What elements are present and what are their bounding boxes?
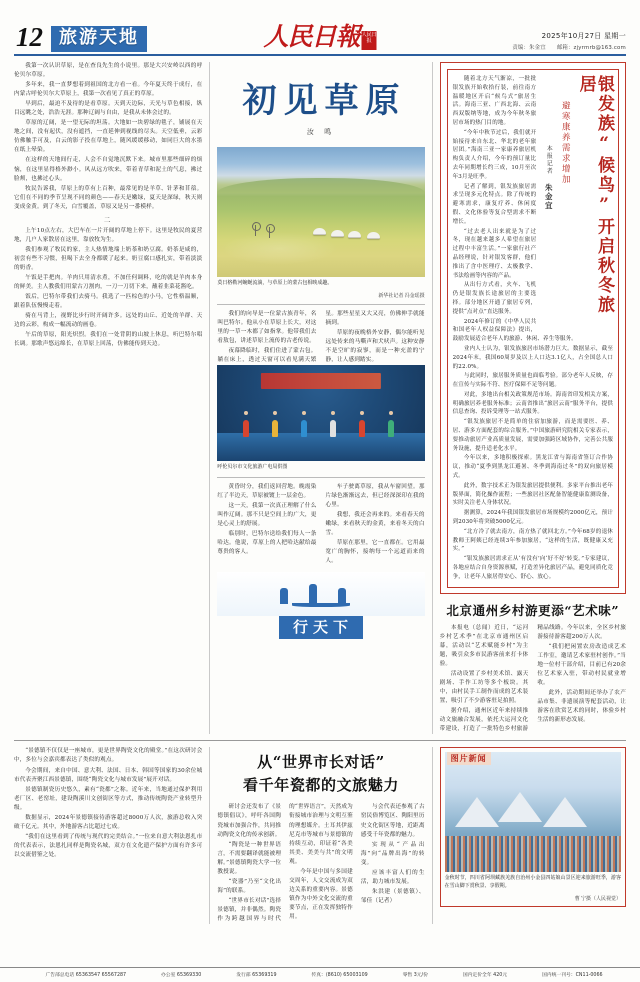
tongzhou-article-title: 北京通州乡村游更添“艺术味” xyxy=(446,602,620,618)
paragraph: 我第一次认识草原，是在查良先生的小说里。那是大兴安岭以西的呼伦贝尔草原。 xyxy=(14,63,203,79)
logo-seal-icon: 人民日报 xyxy=(362,31,377,50)
lead-article-text-mid2 xyxy=(217,483,424,566)
paragraph: 景德镇制瓷历史悠久，素有“瓷都”之称。近年来，当地通过保护利用老厂区、老窑址，建设陶溪川文创街区等方式，推动传统陶瓷产业转型升级。 xyxy=(14,786,203,811)
xingtianxia-illustration xyxy=(217,572,424,616)
ceramic-col-left xyxy=(14,747,209,924)
paragraph: 黄昏时分，我们返回营地。晚霞染红了半边天，草原被镀上一层金色。 xyxy=(217,483,317,499)
silver-article-subtitle: 避寒康养需求增加 xyxy=(560,101,571,185)
windmill-shape xyxy=(269,227,270,238)
editor-email: 邮箱：zjyrmrb@163.com xyxy=(556,45,626,51)
photo-grassland xyxy=(217,147,424,277)
windmill-shape xyxy=(255,225,256,236)
hill-shape xyxy=(217,178,424,194)
section-badge: 旅游天地 xyxy=(51,26,147,52)
paragraph: 今年是中国与多国建交周年，人文交流成为双边关系的重要内容。景德镇作为中外文化交流的重要节点，正在发挥独特作用。 xyxy=(289,868,353,920)
silver-article-heading-group xyxy=(543,75,613,325)
paragraph: 在这样的天地间行走，人会不自觉地沉默下来。城市里那些细碎的烦恼，在这里显得格外渺小。风从远方吹来，带着青草和泥土的气息，拂过脸颊，也拂过心头。 xyxy=(14,157,203,182)
paragraph: “今年中秋节过后，我们就开始接待来自东北、华北的老年旅居团。”海南三亚一家康养旅居机构负责人介绍，今年的预订量比去年同期增长约三成，10月至次年3月是旺季。 xyxy=(452,129,537,180)
paragraph: “世界市长对话”选择景德镇，并非偶然。陶瓷作为跨越国界与时代的“世界语言”，天然成为衔接城市治理与文明互鉴的理想媒介。土耳其伊兹尼克市等城市与景德镇的持续互动，印证着“各美其美、美美与共”的文明观。 xyxy=(217,804,353,922)
paragraph: 车子驶离草原，我从车窗回望。那片绿色渐渐远去，但已经深深印在我的心里。 xyxy=(325,483,425,508)
paragraph: 与此同时，旅居服务质量也面临考验。部分老年人反映，存在宣传与实际不符、医疗保障不足等问题。 xyxy=(452,373,613,389)
paragraph: “我们把闲置农房改造成艺术工作室，邀请艺术家驻村创作。”当地一位村干部介绍，目前已有20余位艺术家入驻，带动村民就业增收。 xyxy=(537,643,626,687)
masthead-left xyxy=(14,24,147,52)
footer-item: 国内定价全年 420元 xyxy=(462,973,508,978)
ceramic-col-mid xyxy=(210,747,431,924)
ceramic-title-line2: 看千年瓷都的文旅魅力 xyxy=(242,775,399,794)
xingtianxia-block xyxy=(217,572,424,639)
lead-article-text-left xyxy=(14,62,202,212)
footer-item: 发行部 65369319 xyxy=(236,973,277,978)
stage-floor xyxy=(217,433,424,462)
publication-date: 2025年10月27日 星期一 xyxy=(541,32,626,40)
lead-article-text-left2 xyxy=(14,227,202,350)
paragraph: 与会代表还参观了古窑民俗博览区、陶阳里历史文化街区等地，近距离感受千年瓷都的魅力。 xyxy=(360,804,425,838)
paragraph: 此外，数字技术正为银发旅居提供便利。多家平台推出老年版界面，简化操作流程；一些旅居社区配备智能健康监测设备，实时关注老人身体状况。 xyxy=(452,482,613,507)
photo-news-col xyxy=(433,747,626,924)
silver-article-byline xyxy=(543,145,554,211)
photo-dance-performance xyxy=(217,365,424,461)
paragraph: “北方冷了就去南方，南方热了就回北方。”今年68岁的退休教师王阿姨已经连续3年参加旅居，“这样的生活，既健康又充实。” xyxy=(452,528,613,553)
divider xyxy=(217,477,424,478)
footer-item: 办公室 65369330 xyxy=(160,973,202,978)
yurt-shape xyxy=(367,232,380,239)
footer-item: 广告部总电话 65363547 65567287 xyxy=(45,973,127,978)
lead-article-text-mid xyxy=(217,310,424,366)
paragraph: 草原的辽阔，是一望无际的坦荡。大地如一块碧绿的毯子，铺展在天地之间，没有起伏，没有遮挡，一直延伸到视线的尽头。天空低垂，云彩仿佛触手可及，白云的影子投在草地上，随风缓缓移动，如同巨大的水墨在纸上晕染。 xyxy=(14,120,203,154)
paragraph: 午饭是手把肉。羊肉只用清水煮，不加任何调料，吃的就是羊肉本身的鲜美。主人教我们用蒙古刀割肉，一刀一刀切下来，蘸着韭菜花酱吃。 xyxy=(14,274,203,291)
yurt-shape xyxy=(348,231,361,238)
editor-name: 责编：朱金宜 xyxy=(512,45,546,51)
ceramic-text-left xyxy=(14,747,202,860)
paragraph: 夜幕降临时，我们住进了蒙古包。躺在床上，透过天窗可以看见满天繁星。那些星星又大又亮，仿佛伸手就能摘到。 xyxy=(217,310,425,363)
ceramic-article-title xyxy=(217,751,424,796)
paragraph: 我们参观了牧民的家，主人热情地端上奶茶和奶豆腐。奶茶是咸的，初尝有些不习惯，但喝下去全身都暖了起来。奶豆腐口感扎实，带着淡淡的奶香。 xyxy=(14,246,203,271)
photo-grassland-caption: 莫日格勒河蜿蜒流淌，与草原上的蒙古包相映成趣。 xyxy=(217,279,333,286)
paragraph: 应该丰富人们的生活，助力城市发展。 xyxy=(360,869,425,885)
bottom-section xyxy=(14,740,626,924)
paragraph: 牧民告诉我，草原上的草有上百种，最常见的是羊草、针茅和苜蓿。它们在不同的季节呈现不同的颜色——春天是嫩绿，夏天是深绿，秋天则变成金黄。到了冬天，白雪覆盖，草原又是另一番模样。 xyxy=(14,185,203,210)
paragraph: 朱洪建（景德镇）、邹佳（记者） xyxy=(360,888,425,904)
column-right xyxy=(433,62,626,734)
silver-article-title: 银发族“候鸟”开启秋冬旅居 xyxy=(575,75,614,315)
paragraph: 临别时，巴特尔送给我们每人一条哈达。他说，草原上的人把哈达献给最尊贵的客人。 xyxy=(217,530,317,555)
footer-item: 传真：(8610) 65003109 xyxy=(311,973,368,978)
paragraph: 此外，活动期间还举办了农产品市集、非遗展演等配套活动，让游客在欣赏艺术的同时，体验乡村生活的新形态发展。 xyxy=(537,690,626,724)
paragraph: 我想，我还会再来的。来看春天的嫩绿，来看秋天的金黄，来看冬天的白雪。 xyxy=(325,511,425,536)
footer-item: 零售 3元/份 xyxy=(402,973,428,978)
paragraph: 午后的草原，阳光炽烈。我们在一处背阴的山坡上休息，听巴特尔唱长调。那歌声悠远绵长，在草原上回荡，仿佛能传到天边。 xyxy=(14,332,203,348)
section-mark-two: 二 xyxy=(103,216,113,224)
paragraph: 早到后，最迫不及待的是看草原。天到天边际，天光与草色相接，纵目远眺之处，浩浩无涯。那种辽阔与自由，是我从未体会过的。 xyxy=(14,101,203,117)
photo-dance-caption: 呼伦贝尔市文化旅游广电局供图 xyxy=(217,464,288,471)
yurt-shape xyxy=(331,230,344,237)
yurt-shape xyxy=(313,228,326,235)
page-number: 12 xyxy=(16,22,43,52)
paragraph: “陶瓷是一种世界语言，不需要翻译就能被理解。”景德镇陶瓷大学一位教授说。 xyxy=(217,841,282,875)
paragraph: 记者了解到，银发族旅居需求呈现多元化特点。除了传统的避寒需求，康复疗养、休闲度假、文化体验等复合型需求不断增长。 xyxy=(452,183,537,225)
silver-article-inner xyxy=(447,69,619,588)
photo-news-box xyxy=(440,747,626,907)
page-footer xyxy=(0,967,640,978)
photo-grassland-credit: 新华社记者 冯金瑶摄 xyxy=(378,294,425,299)
byline-name: 朱金宜 xyxy=(544,183,554,211)
column-left xyxy=(14,62,209,734)
logo-wordmark: 人民日報 xyxy=(263,24,360,51)
column-middle xyxy=(210,62,431,734)
page-content xyxy=(14,62,626,734)
paragraph: 本报电（总闻）近日，“运河乡村艺术季”在北京市通州区启幕，活动以“艺术赋能乡村”为主题，吸引众多市民游客前来打卡体验。 xyxy=(439,624,529,668)
divider xyxy=(217,304,424,305)
paragraph: 对此，多地出台相关政策规范市场。海南省印发相关方案，明确旅居养老服务标准；云南省推出“旅居云南”服务平台，提供信息查询、投诉受理等一站式服务。 xyxy=(452,391,613,416)
paragraph: 2024年修订的《中华人民共和国老年人权益保障法》提出，鼓励发展适合老年人的旅游、休闲、养生等服务。 xyxy=(452,318,577,343)
paragraph: 饭后，巴特尔带我们去骑马。我选了一匹棕色的小马，它性格温顺，跟着队伍慢慢走着。 xyxy=(14,294,203,310)
paragraph: 骑在马背上，视野比步行时开阔许多。远处的山丘、近处的羊群、天边的云彩，构成一幅流动的画卷。 xyxy=(14,313,203,329)
paragraph: 今会期间，来自中国、意大利、法国、日本、韩国等国家的30余位城市代表齐聚江西景德镇，围绕“陶瓷文化与城市发展”展开对话。 xyxy=(14,767,203,783)
newspaper-logo xyxy=(263,25,376,50)
photo-news-label: 图片新闻 xyxy=(447,752,491,765)
paragraph: “我们在这里看到了传统与现代的完美结合。”一位来自意大利法恩扎市的代表表示，法恩扎同样是陶瓷名城，双方在文化遗产保护方面有许多可以交流借鉴之处。 xyxy=(14,833,203,858)
masthead xyxy=(14,0,626,56)
paragraph: 随着北方天气渐凉，一批批银发族开始收拾行装，前往南方温暖地区开启“候鸟式”旅居生活。海南三亚、广西北海、云南西双版纳等地，成为今年秋冬旅居市场的热门目的地。 xyxy=(452,76,537,126)
paragraph: 实现从“产品出海”向“品牌出海”的转变。 xyxy=(360,841,425,866)
photo-news-credit: 曹 宁摄（人民视觉） xyxy=(574,897,621,903)
paragraph: 据介绍，通州区近年来持续推动文旅融合发展，依托大运河文化带建设，打造了一批特色乡村旅游精品线路。今年以来，全区乡村旅游接待游客超200万人次。 xyxy=(439,624,626,733)
paragraph: 上午10点左右，大巴车在一片开阔的草地上停下。这里是牧民的夏营地，几户人家散居在这里，靠放牧为生。 xyxy=(14,227,203,243)
paragraph: 业内人士认为，银发族旅居市场潜力巨大。数据显示，截至2024年末，我国60周岁及以上人口达3.1亿人，占全国总人口的22.0%。 xyxy=(452,345,613,370)
paragraph: 草原在那里，它一直都在。它用最宽广的胸怀，接纳每一个远道而来的人。 xyxy=(325,539,425,565)
paragraph: 今年以来，多地积极探索。黑龙江省与海南省签订合作协议，推动“夏季到黑龙江避暑、冬季到海南过冬”的双向旅居模式。 xyxy=(452,455,613,480)
paragraph: “银发族旅居不是简单的住宿加旅游，而是需要医、养、居、游多方面配套的综合服务。”中国旅游研究院相关专家表示，要推动旅居产业高质量发展，需要加强跨区域协作，完善公共服务设施，提升适老化水平。 xyxy=(452,419,613,452)
page-title: 初见草原 xyxy=(242,81,407,121)
ceramic-title-line1: 从“世界市长对话” xyxy=(257,753,385,772)
photo-news-image xyxy=(445,752,621,872)
paragraph: 据测算，2024年我国银发旅居市场规模约2000亿元，预计到2030年将突破5000亿元。 xyxy=(452,510,613,526)
paragraph: 数据显示，2024年景德镇接待游客超过8000万人次，旅游总收入突破千亿元。其中，外地游客占比超过七成。 xyxy=(14,814,203,830)
paragraph: “景德镇不仅仅是一座城市，更是世界陶瓷文化的殿堂。”在这次研讨会中，多位与会嘉宾都表达了类似的观点。 xyxy=(14,748,203,764)
xingtianxia-title: 行天下 xyxy=(279,616,363,639)
masthead-right xyxy=(503,31,626,51)
paragraph: “瓷器”乃至“文化出海”的联系。 xyxy=(217,878,282,894)
byline-label: 本报记者 xyxy=(545,145,553,175)
paragraph: 活动设置了乡村美术馆、露天剧场、手作工坊等多个板块。其中，由村民手工制作而成的艺术装置，吸引了不少游客驻足拍照。 xyxy=(439,671,529,705)
paragraph: 我们的向导是一位蒙古族青年，名叫巴特尔。他从小在草原上长大，对这里的一草一木都了如指掌。他带我们去看敖包，讲述草原上流传的古老传说。 xyxy=(217,310,317,344)
paragraph: 多年来，我一直梦想着到祖国的北方看一看。今年夏天终于成行，在内蒙古呼伦贝尔大草原上，我第一次看见了真正的草原。 xyxy=(14,82,203,98)
lead-byline: 汝 鸣 xyxy=(306,127,336,136)
paragraph: “银发族旅居需求正从‘有没有’向‘好不好’转变。”专家建议，各地应结合自身资源禀赋，打造差异化旅居产品，避免同质化竞争，让老年人旅居得安心、舒心、放心。 xyxy=(452,556,613,580)
ceramic-text-mid xyxy=(217,803,424,924)
paragraph: “过去老人出来就是为了过冬，现在越来越多人希望在旅居过程中丰富生活。”一家旅行社产品经理说，针对银发客群，他们推出了含中医理疗、太极教学、书法绘画等内容的产品。 xyxy=(452,228,537,279)
paragraph: 草原的夜晚格外安静，偶尔能听见远处传来的马嘶声和犬吠声。这种安静不是空旷的寂寥，而是一种充盈的宁静，让人感到踏实。 xyxy=(325,329,425,363)
paragraph: 这一天，我第一次真正理解了什么叫作辽阔。那不只是空间上的广大，更是心灵上的舒展。 xyxy=(217,502,317,527)
footer-item: 国内统一刊号：CN11-0066 xyxy=(542,973,603,978)
tongzhou-article-text xyxy=(440,624,626,735)
photo-news-caption: 金秋时节，四川省阿坝藏族羌族自治州小金县四姑娘山景区迎来旅游旺季，游客在雪山脚下赏秋景、享假期。 xyxy=(444,875,621,889)
paragraph: 研讨会还发布了《景德镇倡议》，呼吁各国陶瓷城市加强合作，共同推动陶瓷文化的传承创新。 xyxy=(217,804,282,838)
masthead-contact xyxy=(503,43,626,51)
paragraph: 从出行方式看，火车、飞机仍是银发族长途旅居的主要选择。部分地区开通了旅居专列，提供“点对点”直达服务。 xyxy=(452,282,537,315)
silver-travel-article xyxy=(440,62,626,594)
stage-banner xyxy=(261,373,381,388)
